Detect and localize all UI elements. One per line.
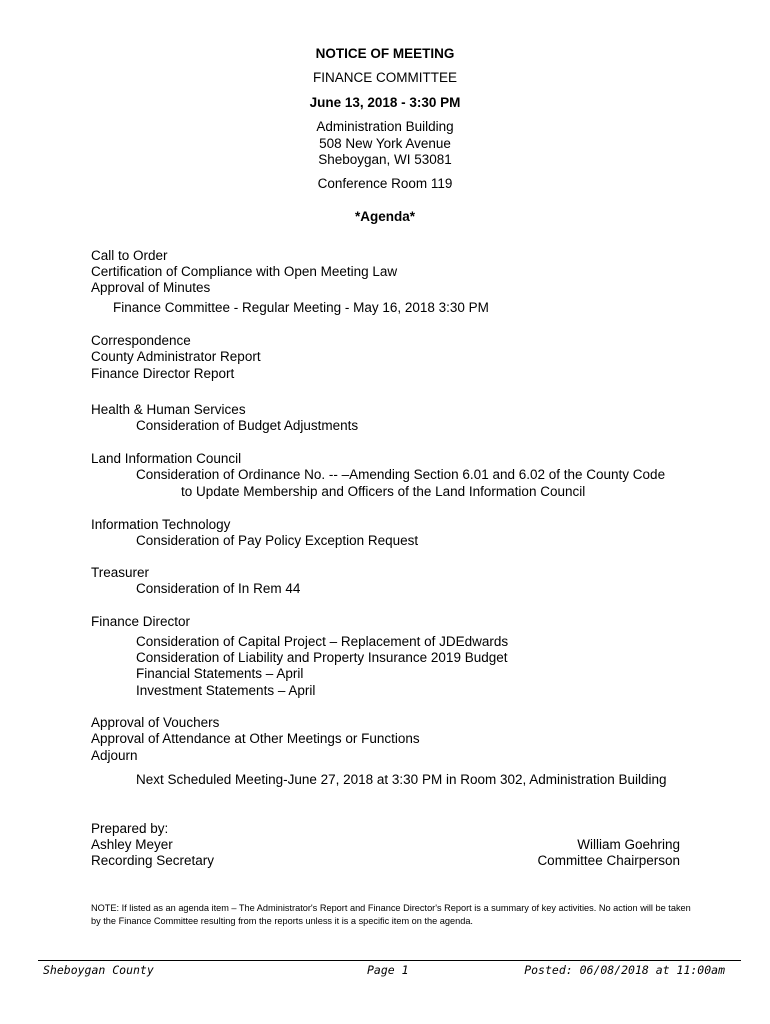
agenda-certification: Certification of Compliance with Open Meeting Law bbox=[91, 264, 398, 279]
committee-name: FINANCE COMMITTEE bbox=[313, 70, 457, 85]
city-address: Sheboygan, WI 53081 bbox=[318, 152, 452, 167]
agenda-title: *Agenda* bbox=[354, 209, 415, 224]
building-name: Administration Building bbox=[316, 119, 454, 134]
section-land-info-council: Land Information Council bbox=[91, 451, 242, 466]
chair-title: Committee Chairperson bbox=[537, 853, 680, 868]
fd-item: Financial Statements – April bbox=[136, 666, 304, 681]
agenda-adjourn: Adjourn bbox=[91, 748, 138, 763]
meeting-datetime: June 13, 2018 - 3:30 PM bbox=[309, 95, 461, 110]
section-treasurer: Treasurer bbox=[91, 565, 150, 580]
agenda-attendance: Approval of Attendance at Other Meetings or Functions bbox=[91, 731, 420, 746]
treasurer-item: Consideration of In Rem 44 bbox=[136, 581, 301, 596]
notice-title: NOTICE OF MEETING bbox=[315, 46, 455, 61]
it-item: Consideration of Pay Policy Exception Request bbox=[136, 533, 419, 548]
section-it: Information Technology bbox=[91, 517, 231, 532]
fd-item: Investment Statements – April bbox=[136, 683, 316, 698]
agenda-vouchers: Approval of Vouchers bbox=[91, 715, 220, 730]
fd-item: Consideration of Capital Project – Replacement of JDEdwards bbox=[136, 634, 509, 649]
prepared-by-label: Prepared by: bbox=[91, 821, 169, 836]
preparer-name: Ashley Meyer bbox=[91, 837, 173, 852]
agenda-finance-report: Finance Director Report bbox=[91, 366, 235, 381]
street-address: 508 New York Avenue bbox=[319, 136, 451, 151]
agenda-note: NOTE: If listed as an agenda item – The Administrator's Report and Finance Director's Report is a summary of key activities. No action will be taken by the Finance Committee resulting from the reports unless it is a specific item on the agenda. bbox=[91, 903, 691, 926]
footer-county: Sheboygan County bbox=[43, 963, 154, 977]
agenda-correspondence: Correspondence bbox=[91, 333, 191, 348]
next-meeting: Next Scheduled Meeting-June 27, 2018 at 3:30 PM in Room 302, Administration Building bbox=[136, 772, 667, 787]
section-hhs: Health & Human Services bbox=[91, 402, 246, 417]
agenda-approval-minutes: Approval of Minutes bbox=[91, 280, 211, 295]
hhs-item: Consideration of Budget Adjustments bbox=[136, 418, 359, 433]
agenda-admin-report: County Administrator Report bbox=[91, 349, 261, 364]
conference-room: Conference Room 119 bbox=[317, 176, 453, 191]
agenda-minutes-item: Finance Committee - Regular Meeting - May 16, 2018 3:30 PM bbox=[113, 300, 489, 315]
section-finance-director: Finance Director bbox=[91, 614, 191, 629]
footer-page-number: Page 1 bbox=[367, 963, 409, 977]
chair-name: William Goehring bbox=[577, 837, 680, 852]
footer-posted-date: Posted: 06/08/2018 at 11:00am bbox=[524, 963, 725, 977]
preparer-title: Recording Secretary bbox=[91, 853, 215, 868]
agenda-call-to-order: Call to Order bbox=[91, 248, 168, 263]
fd-item: Consideration of Liability and Property Insurance 2019 Budget bbox=[136, 650, 508, 665]
footer-rule bbox=[38, 960, 741, 961]
lic-item-line-1: Consideration of Ordinance No. -- –Amending Section 6.01 and 6.02 of the County Code bbox=[136, 467, 666, 482]
lic-item-line-2: to Update Membership and Officers of the Land Information Council bbox=[181, 484, 586, 499]
